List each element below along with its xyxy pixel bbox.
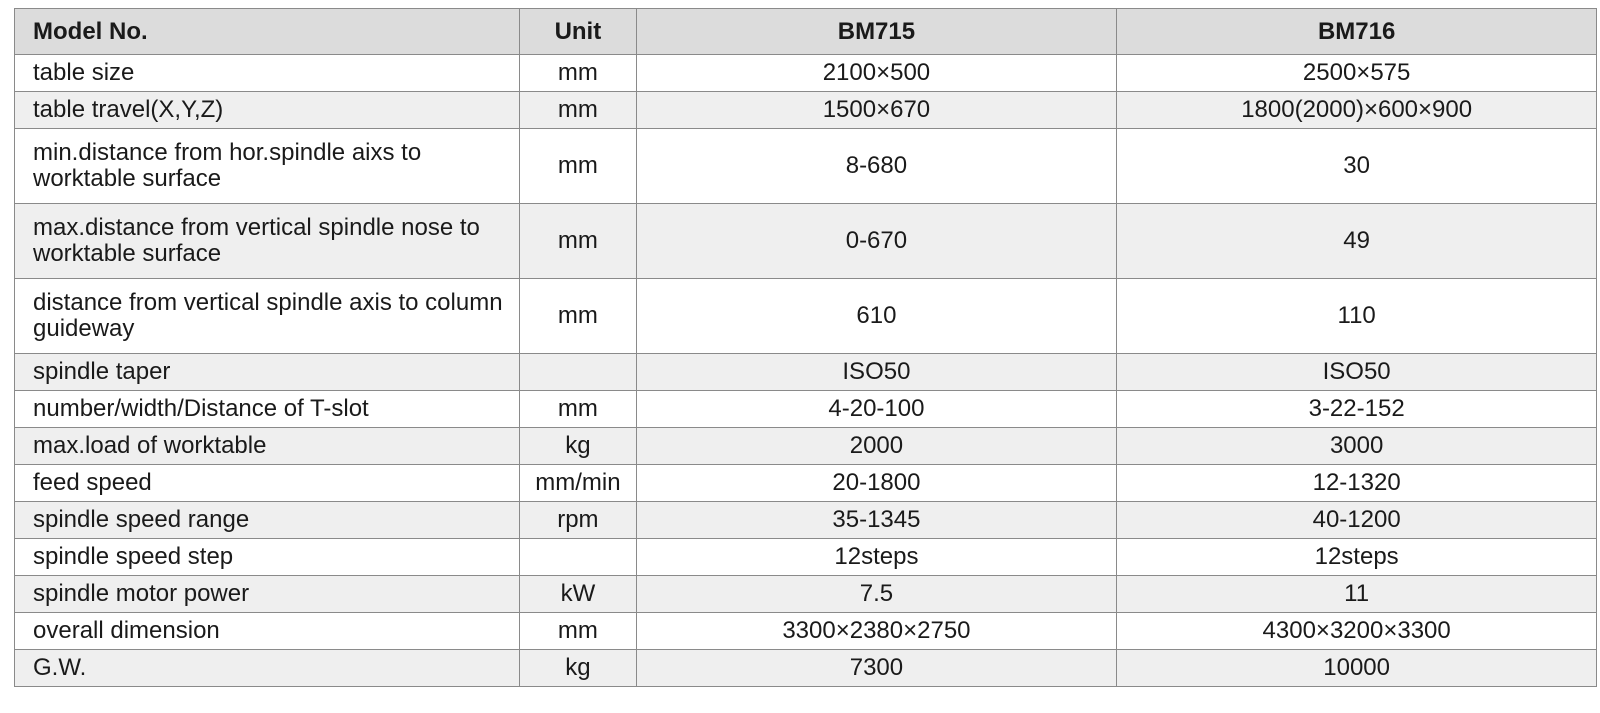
table-row xyxy=(15,129,1597,204)
row-value-bm716: 12steps xyxy=(1117,539,1597,576)
table-row xyxy=(15,391,1597,428)
header-model-bm716: BM716 xyxy=(1117,9,1597,55)
row-unit: kg xyxy=(520,428,636,465)
table-row xyxy=(15,502,1597,539)
row-value-bm715: 7.5 xyxy=(636,576,1117,613)
row-param: spindle motor power xyxy=(15,576,520,613)
row-value-bm715: 0-670 xyxy=(636,204,1117,279)
spec-table-container xyxy=(14,8,1597,687)
spec-table xyxy=(14,8,1597,687)
table-row xyxy=(15,539,1597,576)
header-unit: Unit xyxy=(520,9,636,55)
row-value-bm715: 12steps xyxy=(636,539,1117,576)
row-value-bm716: 11 xyxy=(1117,576,1597,613)
row-value-bm715: 2000 xyxy=(636,428,1117,465)
row-value-bm715: 7300 xyxy=(636,650,1117,687)
row-value-bm716: 10000 xyxy=(1117,650,1597,687)
row-value-bm716: 110 xyxy=(1117,279,1597,354)
row-unit: mm xyxy=(520,55,636,92)
row-param: table size xyxy=(15,55,520,92)
table-row xyxy=(15,576,1597,613)
row-value-bm715: 1500×670 xyxy=(636,92,1117,129)
table-row xyxy=(15,428,1597,465)
table-row xyxy=(15,354,1597,391)
row-param: table travel(X,Y,Z) xyxy=(15,92,520,129)
row-param: max.distance from vertical spindle nose to worktable surface xyxy=(15,204,520,279)
row-value-bm716: 3-22-152 xyxy=(1117,391,1597,428)
row-unit xyxy=(520,354,636,391)
row-unit xyxy=(520,539,636,576)
table-row xyxy=(15,279,1597,354)
row-value-bm715: ISO50 xyxy=(636,354,1117,391)
row-value-bm716: 49 xyxy=(1117,204,1597,279)
row-unit: kW xyxy=(520,576,636,613)
row-param: max.load of worktable xyxy=(15,428,520,465)
row-value-bm716: ISO50 xyxy=(1117,354,1597,391)
row-value-bm715: 3300×2380×2750 xyxy=(636,613,1117,650)
row-value-bm716: 30 xyxy=(1117,129,1597,204)
row-param: min.distance from hor.spindle aixs to worktable surface xyxy=(15,129,520,204)
row-unit: mm xyxy=(520,92,636,129)
row-value-bm715: 2100×500 xyxy=(636,55,1117,92)
row-param: spindle speed step xyxy=(15,539,520,576)
row-value-bm715: 35-1345 xyxy=(636,502,1117,539)
row-unit: mm xyxy=(520,391,636,428)
header-row xyxy=(15,9,1597,55)
table-row xyxy=(15,92,1597,129)
header-model-bm715: BM715 xyxy=(636,9,1117,55)
row-param: spindle speed range xyxy=(15,502,520,539)
row-param: spindle taper xyxy=(15,354,520,391)
row-value-bm716: 40-1200 xyxy=(1117,502,1597,539)
row-param: feed speed xyxy=(15,465,520,502)
row-param: number/width/Distance of T-slot xyxy=(15,391,520,428)
row-value-bm715: 20-1800 xyxy=(636,465,1117,502)
row-unit: mm xyxy=(520,204,636,279)
row-unit: rpm xyxy=(520,502,636,539)
row-unit: mm/min xyxy=(520,465,636,502)
row-unit: mm xyxy=(520,279,636,354)
table-row xyxy=(15,55,1597,92)
row-value-bm716: 2500×575 xyxy=(1117,55,1597,92)
row-value-bm716: 1800(2000)×600×900 xyxy=(1117,92,1597,129)
row-param: G.W. xyxy=(15,650,520,687)
row-value-bm715: 4-20-100 xyxy=(636,391,1117,428)
row-value-bm716: 12-1320 xyxy=(1117,465,1597,502)
row-param: distance from vertical spindle axis to column guideway xyxy=(15,279,520,354)
row-param: overall dimension xyxy=(15,613,520,650)
row-unit: mm xyxy=(520,129,636,204)
table-row xyxy=(15,613,1597,650)
table-row xyxy=(15,650,1597,687)
row-value-bm715: 610 xyxy=(636,279,1117,354)
row-value-bm715: 8-680 xyxy=(636,129,1117,204)
table-row xyxy=(15,465,1597,502)
header-model-no: Model No. xyxy=(15,9,520,55)
row-unit: mm xyxy=(520,613,636,650)
row-unit: kg xyxy=(520,650,636,687)
row-value-bm716: 4300×3200×3300 xyxy=(1117,613,1597,650)
table-row xyxy=(15,204,1597,279)
row-value-bm716: 3000 xyxy=(1117,428,1597,465)
